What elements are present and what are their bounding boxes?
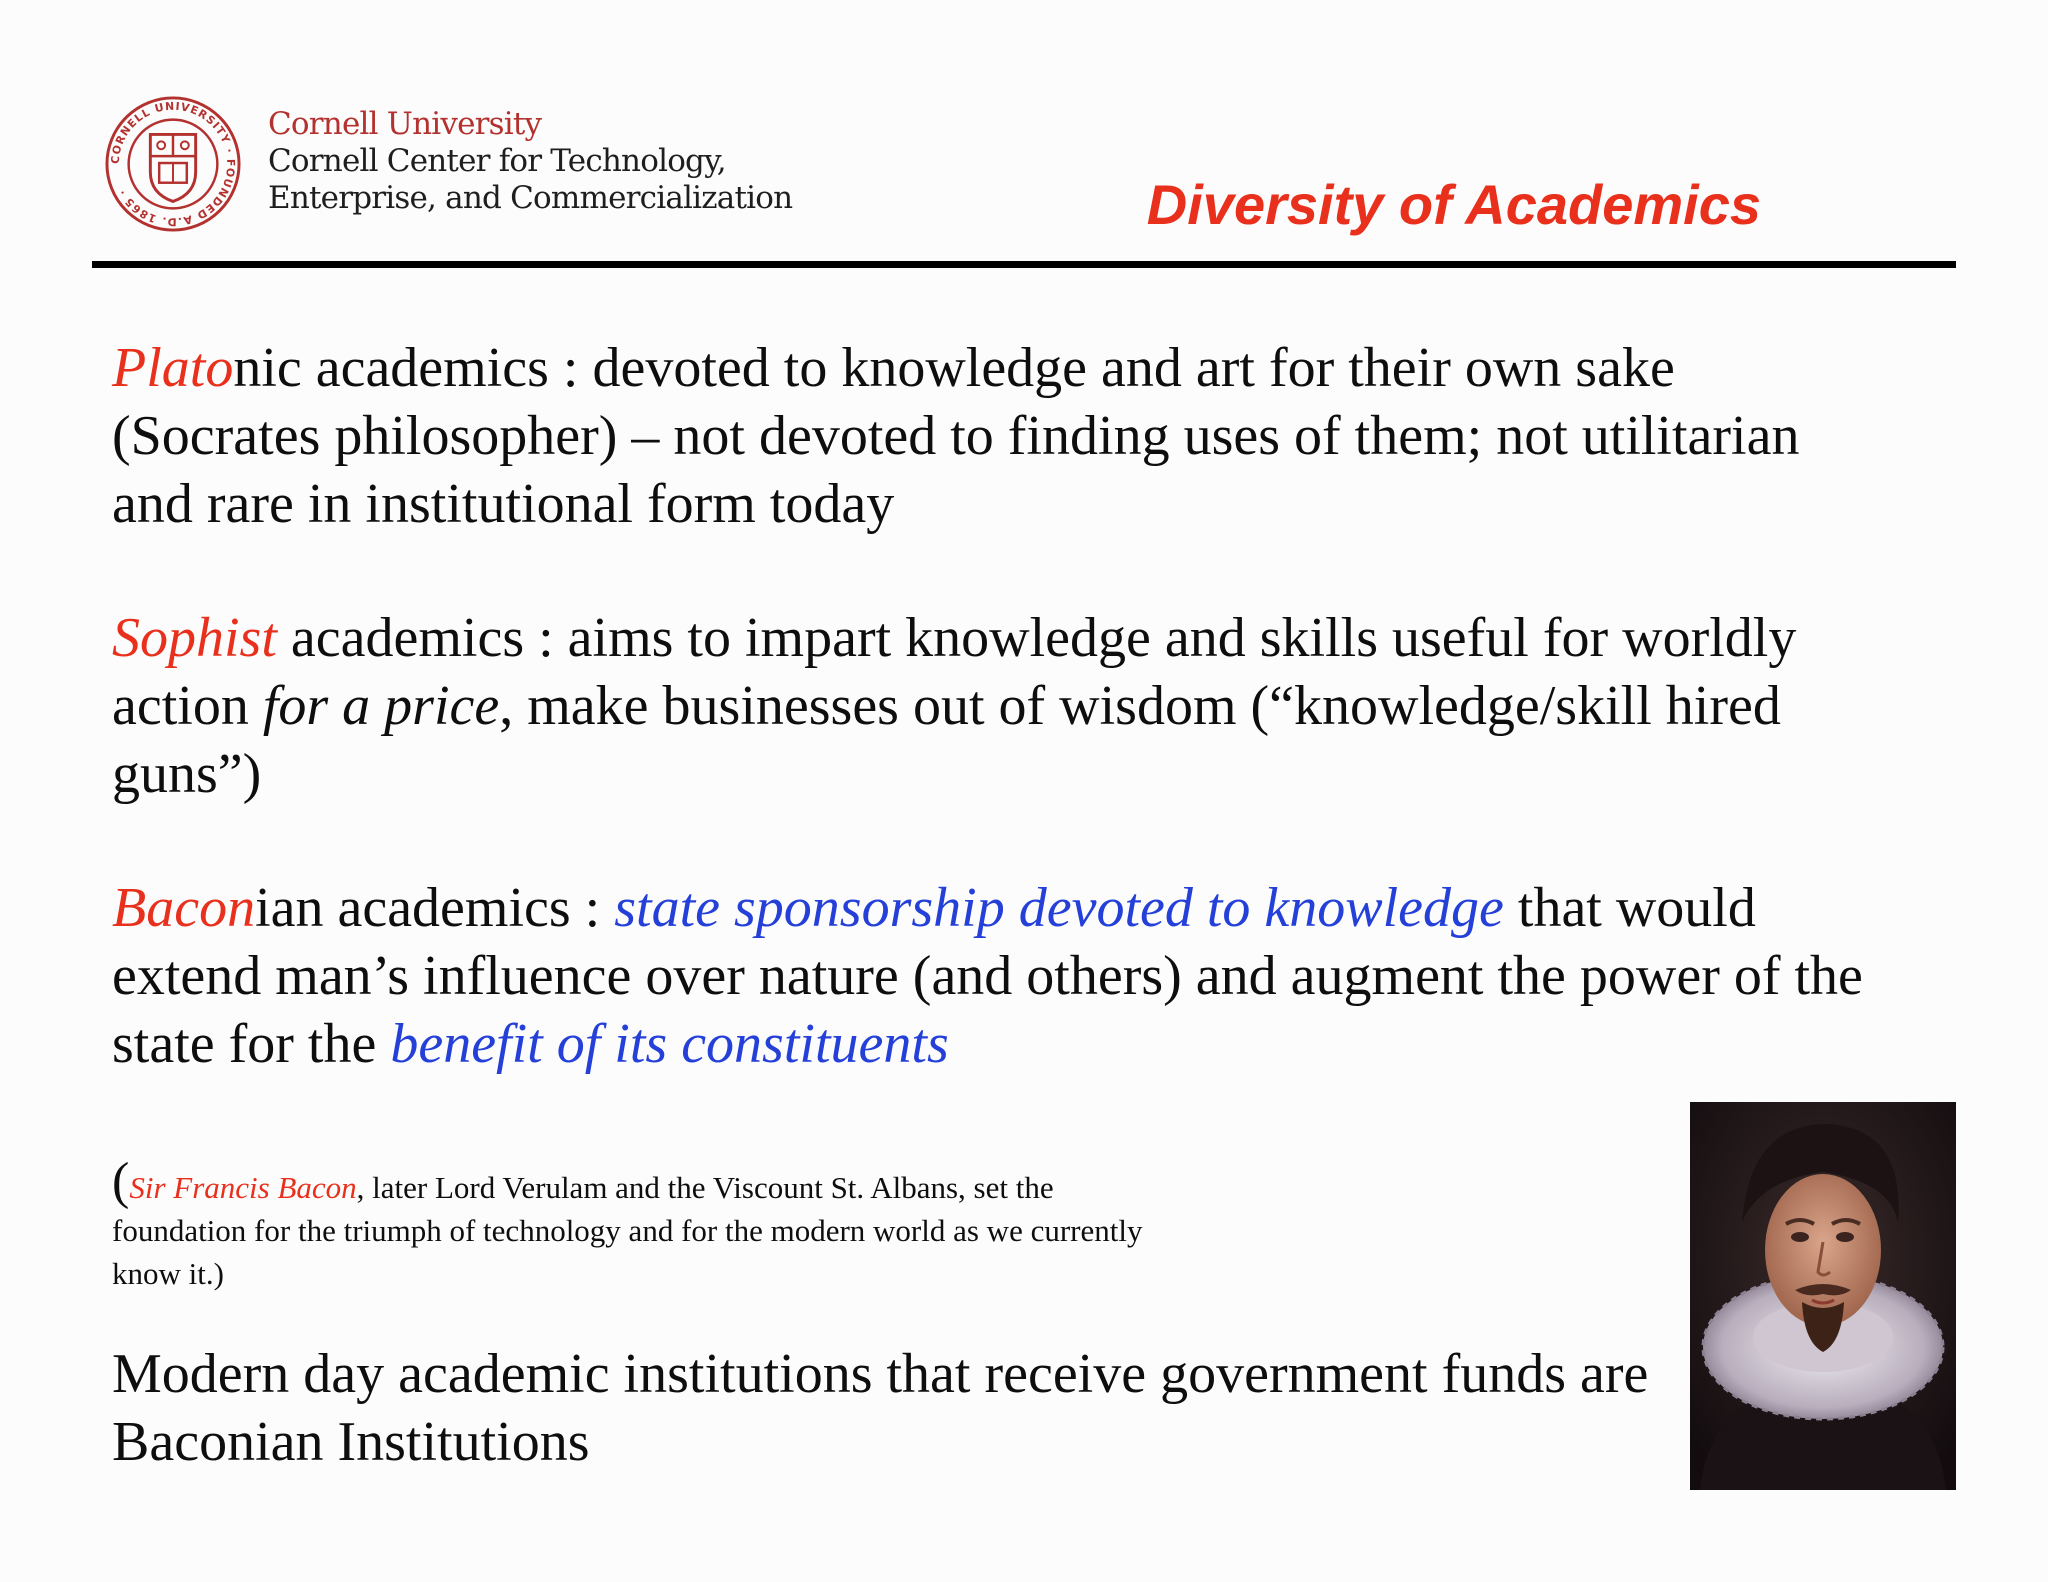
- note-name: Sir Francis Bacon: [129, 1170, 357, 1205]
- organization-name: [268, 106, 792, 217]
- title-divider: [92, 261, 1956, 268]
- bacon-note: [112, 1153, 1192, 1295]
- modern-paragraph: Modern day academic institutions that receive government funds are Baconian Institutions: [112, 1343, 1649, 1473]
- platonic-highlight: Plato: [112, 337, 234, 399]
- sophist-text-2: , make businesses out of wisdom (“knowledge/skill hired guns”): [112, 675, 1781, 805]
- platonic-text: nic academics : devoted to knowledge and art for their own sake (Socrates philosopher) – not devoted to finding uses of them; not utilitarian and rare in institutional form today: [112, 337, 1800, 535]
- sophist-paragraph: [112, 604, 1872, 808]
- university-name: Cornell University: [268, 106, 542, 142]
- sophist-text-1: academics : aims to impart knowledge and skills useful for worldly action: [112, 607, 1797, 737]
- baconian-paragraph: [112, 874, 1872, 1078]
- sophist-highlight: Sophist: [112, 607, 277, 669]
- platonic-paragraph: [112, 334, 1872, 538]
- baconian-blue-1: state sponsorship devoted to knowledge: [614, 877, 1504, 939]
- note-text: , later Lord Verulam and the Viscount St. Albans, set the foundation for the triumph of technology and for the modern world as we currently know it.): [112, 1170, 1143, 1291]
- note-open-paren: (: [112, 1153, 130, 1210]
- sophist-italic: for a price: [262, 675, 500, 737]
- baconian-text-1: ian academics :: [255, 877, 615, 939]
- cornell-seal-icon: [104, 95, 242, 233]
- center-name-line2: Enterprise, and Commercialization: [268, 180, 793, 216]
- baconian-highlight: Bacon: [112, 877, 256, 939]
- svg-text:CORNELL UNIVERSITY · FOUNDED A: CORNELL UNIVERSITY · FOUNDED A.D. 1865 ·: [108, 99, 238, 229]
- baconian-blue-2: benefit of its constituents: [390, 1013, 949, 1075]
- slide-title: Diversity of Academics: [1146, 173, 1761, 236]
- baconian-text-2: that would extend man’s influence over nature (and others) and augment the power of the state for the: [112, 877, 1863, 1075]
- center-name-line1: Cornell Center for Technology,: [268, 143, 726, 179]
- francis-bacon-portrait: [1690, 1102, 1956, 1490]
